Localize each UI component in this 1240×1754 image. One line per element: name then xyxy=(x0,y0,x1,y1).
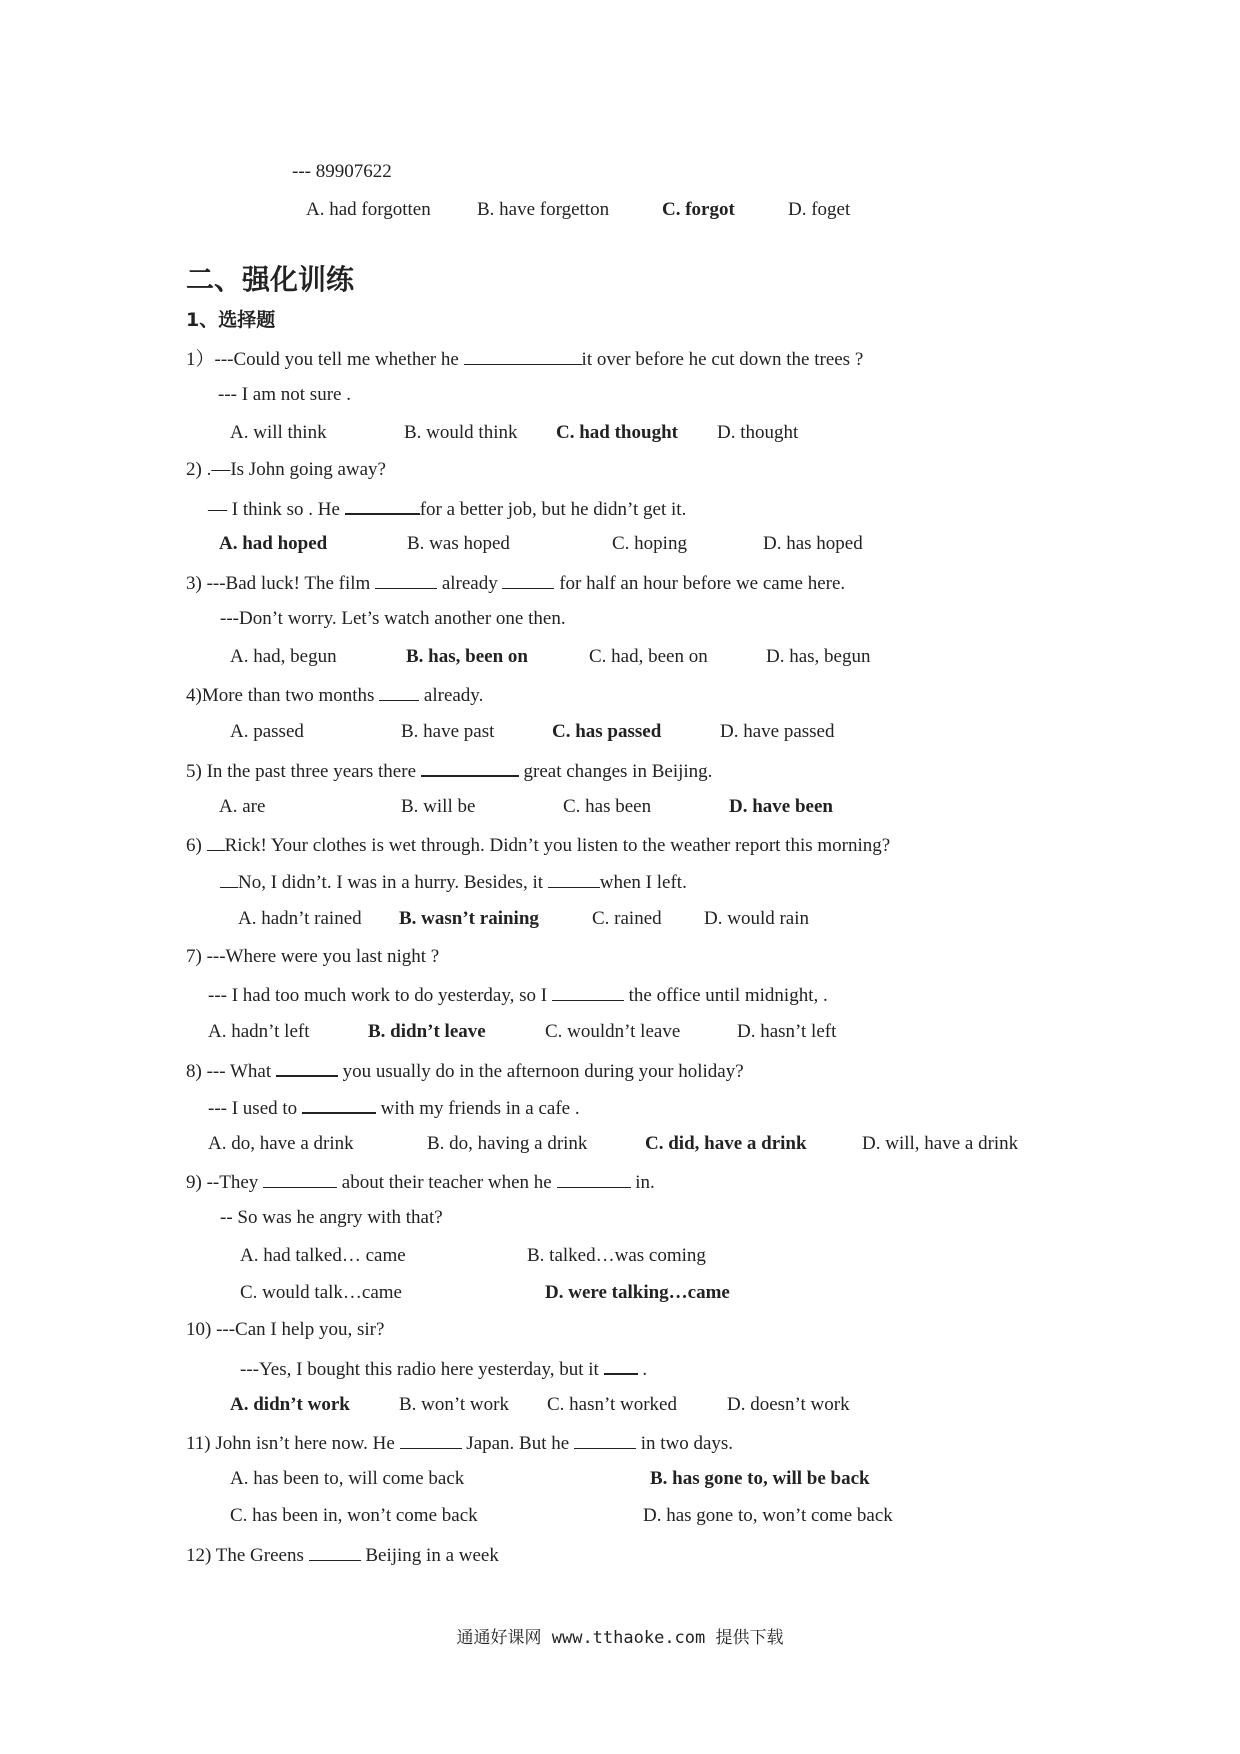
question-3 xyxy=(186,570,845,596)
option-d: D. hasn’t left xyxy=(737,1021,837,1042)
option-b: B. have past xyxy=(401,721,495,742)
option-c: C. hoping xyxy=(612,533,687,554)
option-c: C. had, been on xyxy=(589,646,708,667)
option-a: A. passed xyxy=(230,721,304,742)
option-a: A. had, begun xyxy=(230,646,337,667)
option-d: D. foget xyxy=(788,199,851,220)
question-8-reply xyxy=(208,1094,580,1121)
question-10-reply xyxy=(240,1355,647,1382)
option-c-answer: C. did, have a drink xyxy=(645,1133,807,1154)
question-8 xyxy=(186,1057,744,1084)
option-b-answer: B. didn’t leave xyxy=(368,1021,486,1042)
question-9-reply: -- So was he angry with that? xyxy=(220,1207,443,1228)
option-a: A. had forgotten xyxy=(306,199,431,220)
question-10-reply-b: . xyxy=(637,1359,648,1380)
answer-blank xyxy=(276,1057,338,1077)
answer-blank xyxy=(502,570,554,589)
option-d-answer: D. have been xyxy=(729,796,833,817)
answer-blank xyxy=(574,1430,636,1449)
option-d: D. have passed xyxy=(720,721,835,742)
question-4 xyxy=(186,682,483,708)
option-d: D. will, have a drink xyxy=(862,1133,1019,1154)
question-4-text-b: already. xyxy=(419,685,484,706)
answer-blank xyxy=(379,682,419,701)
answer-blank xyxy=(309,1542,361,1561)
question-9-text-a: 9) --They xyxy=(186,1172,264,1193)
question-3-text-b: already xyxy=(437,573,503,594)
option-c: C. hasn’t worked xyxy=(547,1394,677,1415)
question-9-text-b: about their teacher when he xyxy=(337,1172,557,1193)
option-b: B. would think xyxy=(404,422,518,443)
option-c: C. has been xyxy=(563,796,652,817)
option-a: A. hadn’t rained xyxy=(238,908,362,929)
question-11-text-c: in two days. xyxy=(635,1433,734,1454)
dash-line xyxy=(220,869,238,888)
option-a: A. are xyxy=(219,796,266,817)
option-c-answer: C. has passed xyxy=(552,721,662,742)
question-7-reply-b: the office until midnight, . xyxy=(623,985,828,1006)
question-6-text-b: Rick! Your clothes is wet through. Didn’t you listen to the weather report this morning? xyxy=(224,835,891,856)
question-2-reply-b: for a better job, but he didn’t get it. xyxy=(419,499,687,520)
option-b: B. have forgetton xyxy=(477,199,610,220)
option-c: C. wouldn’t leave xyxy=(545,1021,681,1042)
question-7-reply xyxy=(208,982,828,1008)
question-8-text-a: 8) --- What xyxy=(186,1061,276,1082)
question-10: 10) ---Can I help you, sir? xyxy=(186,1319,385,1340)
question-5-text-b: great changes in Beijing. xyxy=(518,761,713,782)
answer-blank xyxy=(548,869,600,888)
answer-blank xyxy=(400,1430,462,1449)
option-a-answer: A. had hoped xyxy=(219,533,328,554)
question-9 xyxy=(186,1169,655,1195)
option-b-answer: B. has gone to, will be back xyxy=(650,1468,870,1489)
page-footer: 通通好课网 www.tthaoke.com 提供下载 xyxy=(456,1628,784,1648)
question-3-reply: ---Don’t worry. Let’s watch another one then. xyxy=(220,608,566,629)
question-7: 7) ---Where were you last night ? xyxy=(186,946,440,967)
answer-blank xyxy=(464,346,582,365)
question-1-text-b: it over before he cut down the trees ? xyxy=(581,349,864,370)
option-b: B. will be xyxy=(401,796,476,817)
question-8-text-b: you usually do in the afternoon during your holiday? xyxy=(337,1061,744,1082)
question-2-reply-a: — I think so . He xyxy=(208,499,345,520)
section-title: 二、强化训练 xyxy=(186,263,355,296)
option-d: D. has hoped xyxy=(763,533,863,554)
answer-blank xyxy=(345,495,420,515)
question-1-text-a: 1）---Could you tell me whether he xyxy=(186,349,464,370)
option-b: B. talked…was coming xyxy=(527,1245,706,1266)
option-d: D. doesn’t work xyxy=(727,1394,850,1415)
option-b-answer: B. wasn’t raining xyxy=(399,908,539,929)
question-8-reply-b: with my friends in a cafe . xyxy=(375,1098,580,1119)
option-c: C. rained xyxy=(592,908,662,929)
answer-blank xyxy=(263,1169,337,1188)
question-7-reply-a: --- I had too much work to do yesterday, so I xyxy=(208,985,552,1006)
question-4-text-a: 4)More than two months xyxy=(186,685,380,706)
question-6-reply xyxy=(220,869,687,895)
question-1-reply: --- I am not sure . xyxy=(218,384,351,405)
question-11-text-b: Japan. But he xyxy=(461,1433,574,1454)
question-6-reply-a: No, I didn’t. I was in a hurry. Besides, it xyxy=(238,872,548,893)
question-2-reply xyxy=(208,495,686,522)
option-a-answer: A. didn’t work xyxy=(230,1394,350,1415)
question-5-text-a: 5) In the past three years there xyxy=(186,761,421,782)
previous-question-reply: --- 89907622 xyxy=(292,161,392,182)
answer-blank xyxy=(375,570,437,589)
question-3-text-c: for half an hour before we came here. xyxy=(554,573,846,594)
option-a: A. hadn’t left xyxy=(208,1021,310,1042)
option-a: A. had talked… came xyxy=(240,1245,406,1266)
question-8-reply-a: --- I used to xyxy=(208,1098,302,1119)
question-1 xyxy=(186,346,863,372)
question-6-reply-b: when I left. xyxy=(599,872,687,893)
question-6-text-a: 6) xyxy=(186,835,207,856)
option-a: A. will think xyxy=(230,422,327,443)
option-a: A. has been to, will come back xyxy=(230,1468,465,1489)
question-2: 2) .—Is John going away? xyxy=(186,459,386,480)
option-b: B. won’t work xyxy=(399,1394,509,1415)
question-3-text-a: 3) ---Bad luck! The film xyxy=(186,573,376,594)
question-6 xyxy=(186,832,890,858)
option-c: C. would talk…came xyxy=(240,1282,402,1303)
option-d: D. has, begun xyxy=(766,646,871,667)
question-9-text-c: in. xyxy=(630,1172,655,1193)
question-10-reply-a: ---Yes, I bought this radio here yesterday, but it xyxy=(240,1359,604,1380)
option-d: D. thought xyxy=(717,422,799,443)
answer-blank xyxy=(552,982,624,1001)
question-5 xyxy=(186,757,712,784)
question-12-text-a: 12) The Greens xyxy=(186,1545,309,1566)
answer-blank xyxy=(604,1355,638,1375)
section-subtitle: 1、选择题 xyxy=(186,309,276,331)
dash-line xyxy=(207,832,225,851)
option-d-answer: D. were talking…came xyxy=(545,1282,730,1303)
option-d: D. has gone to, won’t come back xyxy=(643,1505,893,1526)
question-11-text-a: 11) John isn’t here now. He xyxy=(186,1433,400,1454)
answer-blank xyxy=(421,757,519,777)
option-b: B. was hoped xyxy=(407,533,510,554)
option-d: D. would rain xyxy=(704,908,810,929)
option-c-answer: C. had thought xyxy=(556,422,678,443)
answer-blank xyxy=(557,1169,631,1188)
question-12-text-b: Beijing in a week xyxy=(360,1545,499,1566)
option-c: C. has been in, won’t come back xyxy=(230,1505,478,1526)
answer-blank xyxy=(302,1094,376,1114)
question-12 xyxy=(186,1542,499,1568)
option-b-answer: B. has, been on xyxy=(406,646,528,667)
option-a: A. do, have a drink xyxy=(208,1133,354,1154)
option-b: B. do, having a drink xyxy=(427,1133,588,1154)
question-11 xyxy=(186,1430,733,1456)
option-c-answer: C. forgot xyxy=(662,199,735,220)
